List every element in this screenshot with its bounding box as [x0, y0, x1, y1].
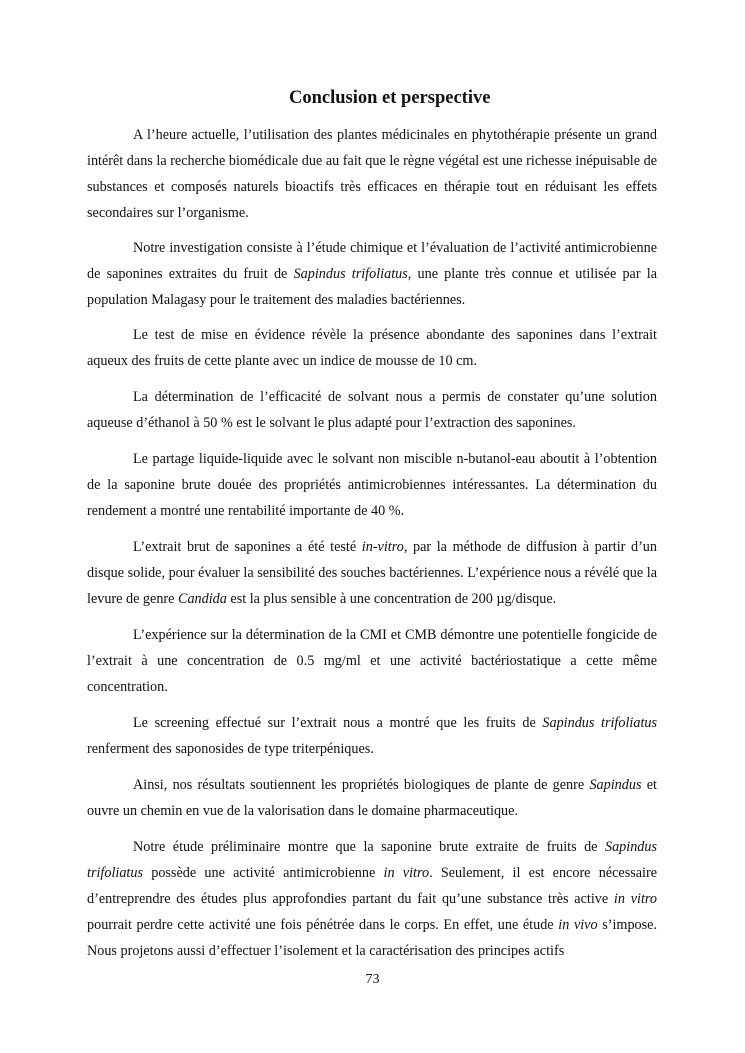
text-run: est la plus sensible à une concentration de 200 µg/disque. [226, 591, 557, 607]
text-run: Le screening effectué sur l’extrait nous a montré que les fruits de [133, 715, 543, 731]
page-number: 73 [365, 972, 380, 987]
text-run: pourrait perdre cette activité une fois pénétrée dans le corps. En effet, une étude [87, 917, 559, 933]
italic-term: in vivo [558, 917, 598, 933]
paragraph-extract-test [87, 534, 657, 612]
paragraph-ainsi [87, 772, 657, 824]
genus-name: Sapindus [589, 777, 642, 793]
text-run: L’extrait brut de saponines a été testé [133, 539, 362, 555]
species-name: Sapindus trifoliatus [87, 839, 657, 881]
paragraph-partage: Le partage liquide-liquide avec le solvant non miscible n-butanol-eau aboutit à l’obtention de la saponine brute douée des propriétés antimicrobiennes intéressantes. La détermination du rendement a montré une rentabilité importante de 40 %. [87, 451, 657, 519]
text-run: . Seulement, il est encore nécessaire d’entreprendre des études plus approfondies partant du fait qu’une substance très active [87, 865, 657, 907]
species-name: Candida [178, 591, 227, 607]
italic-term: in-vitro [361, 539, 404, 555]
text-run: , par la méthode de diffusion à partir d’un disque solide, pour évaluer la sensibilité des souches bactériennes. L’expérience nous a révélé que la levure de genre [87, 539, 657, 607]
paragraph-screening [87, 710, 657, 762]
text-run: Ainsi, nos résultats soutiennent les propriétés biologiques de plante de genre [133, 777, 590, 793]
text-run: possède une activité antimicrobienne [142, 865, 384, 881]
text-run: Notre étude préliminaire montre que la saponine brute extraite de fruits de [133, 839, 605, 855]
paragraph-solvent: La détermination de l’efficacité de solvant nous a permis de constater qu’une solution aqueuse d’éthanol à 50 % est le solvant le plus adapté pour l’extraction des saponines. [87, 389, 657, 431]
italic-term: in vitro [383, 865, 430, 881]
text-run: renferment des saponosides de type triterpéniques. [87, 741, 374, 757]
text-run: s’impose. Nous projetons aussi d’effectuer l’isolement et la caractérisation des principes actifs [87, 917, 657, 959]
page-title: Conclusion et perspective [289, 88, 491, 108]
paragraph-cmi-cmb: L’expérience sur la détermination de la CMI et CMB démontre une potentielle fongicide de l’extrait à une concentration de 0.5 mg/ml et une activité bactériostatique a cette même concentration. [87, 627, 657, 695]
paragraph-investigation [87, 235, 657, 313]
paragraph-perspective [87, 834, 657, 964]
paragraph-test: Le test de mise en évidence révèle la présence abondante des saponines dans l’extrait aqueux des fruits de cette plante avec un indice de mousse de 10 cm. [87, 327, 657, 369]
text-run: , une plante très connue et utilisée par la population Malagasy pour le traitement des maladies bactériennes. [87, 266, 658, 308]
species-name: Sapindus trifoliatus [542, 715, 658, 731]
text-run: Notre investigation consiste à l’étude chimique et l’évaluation de l’activité antimicrobienne de saponines extraites du fruit de [87, 240, 657, 282]
species-name: Sapindus trifoliatus [293, 266, 408, 282]
text-run: et ouvre un chemin en vue de la valorisation dans le domaine pharmaceutique. [87, 777, 657, 819]
italic-term: in vitro [613, 891, 657, 907]
paragraph-intro: A l’heure actuelle, l’utilisation des plantes médicinales en phytothérapie présente un grand intérêt dans la recherche biomédicale due au fait que le règne végétal est une richesse inépuisable de substances et composés naturels bioactifs très efficaces en thérapie tout en réduisant les effets secondaires sur l’organisme. [87, 127, 657, 221]
